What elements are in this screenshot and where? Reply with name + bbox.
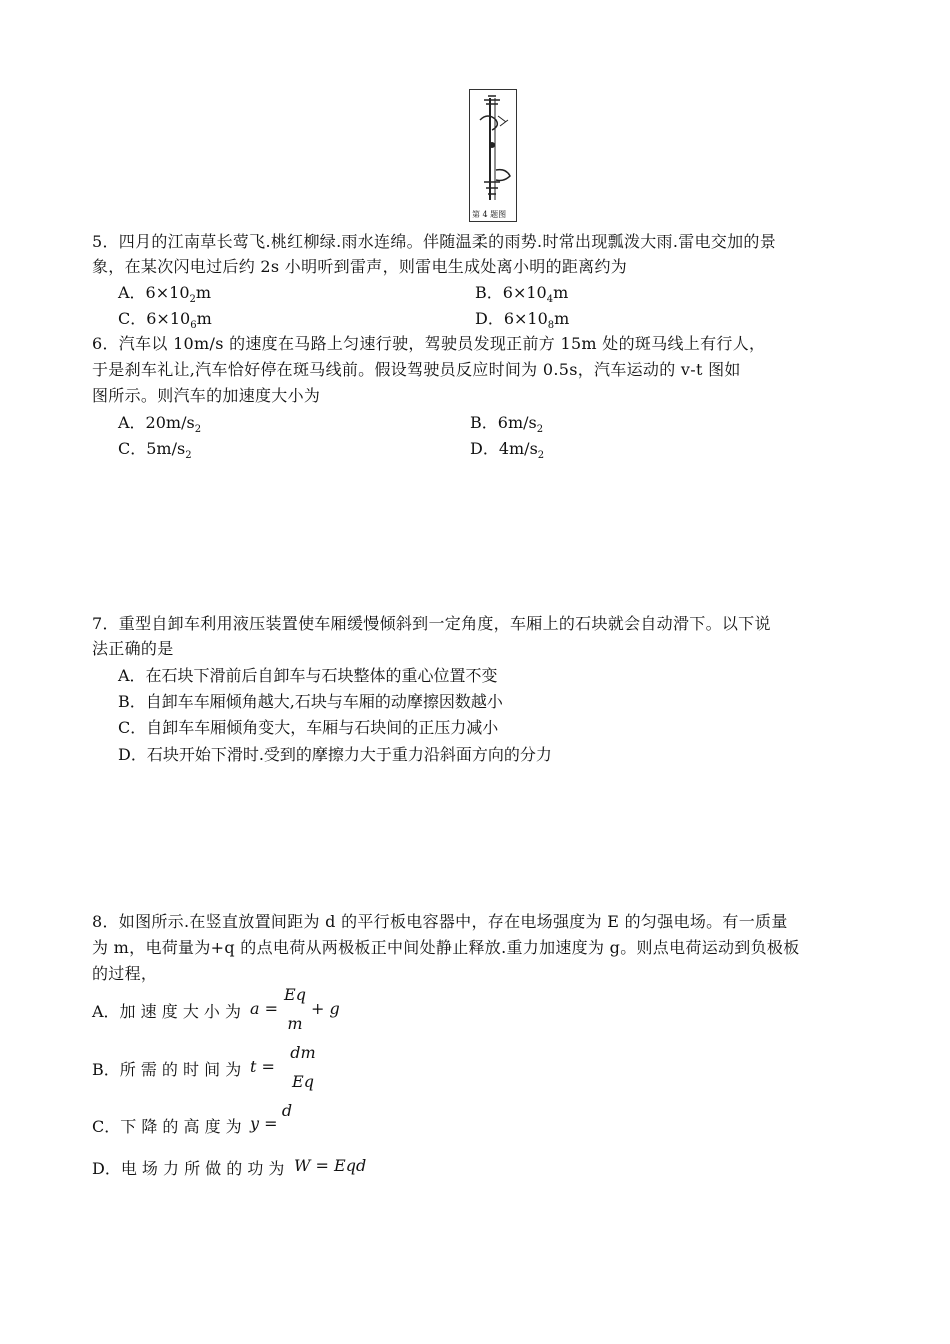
q6-option-a: A．$20m/s_2$ [118,413,202,436]
q5-option-d: D．$6\times 10_8m$ [475,309,570,332]
q8-option-d-label: D．电 场 力 所 做 的 功 为 [92,1159,285,1178]
q6-stem-line2: 于是刹车礼让,汽车恰好停在斑马线前。假设驾驶员反应时间为 0.5s，汽车运动的 v-t 图如 [92,360,741,379]
q8-option-b-numerator: dm [290,1043,316,1062]
question-figure [469,89,517,222]
q8-stem-line1: 8．如图所示.在竖直放置间距为 d 的平行板电容器中，存在电场强度为 E 的匀强电场。有一质量 [92,912,788,931]
q8-option-a-tail: + g [311,999,340,1018]
q7-option-a: A．在石块下滑前后自卸车与石块整体的重心位置不变 [118,666,498,685]
figure-caption: 第 4 题图 [472,210,507,219]
q7-option-c: C．自卸车车厢倾角变大，车厢与石块间的正压力减小 [118,718,499,737]
q7-option-b: B．自卸车车厢倾角越大,石块与车厢的动摩擦因数越小 [118,692,503,711]
q8-stem-line2: 为 m，电荷量为+q 的点电荷从两极板正中间处静止释放.重力加速度为 g。则点电荷运动到负极板 [92,938,800,957]
q8-option-b-denominator: Eq [292,1072,314,1091]
q7-stem-line2: 法正确的是 [92,639,174,658]
q6-stem-line1: 6．汽车以 10m/s 的速度在马路上匀速行驶，驾驶员发现正前方 15m 处的斑马线上有行人， [92,334,766,353]
q6-option-d: D．$4m/s_2$ [470,439,545,462]
q8-option-a-label: A．加 速 度 大 小 为 [92,1002,241,1021]
q8-option-a-lhs: a = [250,999,279,1018]
q8-stem-line3: 的过程， [92,964,158,983]
q7-stem-line1: 7．重型自卸车利用液压装置使车厢缓慢倾斜到一定角度，车厢上的石块就会自动滑下。以下说 [92,614,771,633]
q5-stem-line2: 象，在某次闪电过后约 2s 小明听到雷声，则雷电生成处离小明的距离约为 [92,257,628,276]
q5-option-a: A．$6\times 10_2m$ [118,283,212,306]
q8-option-c-lhs: y = [250,1114,278,1133]
q7-option-d: D．石块开始下滑时.受到的摩擦力大于重力沿斜面方向的分力 [118,745,552,764]
q8-option-b-label: B．所 需 的 时 间 为 [92,1060,242,1079]
q8-option-a-denominator: m [287,1014,303,1033]
q6-option-b: B．$6m/s_2$ [470,413,544,436]
q6-option-c: C．$5m/s_2$ [118,439,192,462]
q8-option-b-lhs: t = [250,1057,275,1076]
q5-option-c: C．$6\times 10_6m$ [118,309,212,332]
q8-option-c-numerator: d [281,1101,293,1120]
figure-illustration-icon [470,90,516,208]
q8-option-d-expression: W = Eqd [294,1156,367,1175]
q8-option-c-label: C．下 降 的 高 度 为 [92,1117,242,1136]
q8-option-a-numerator: Eq [284,985,306,1004]
q5-option-b: B．$6\times 10_4m$ [475,283,569,306]
q6-stem-line3: 图所示。则汽车的加速度大小为 [92,386,321,405]
q5-stem-line1: 5．四月的江南草长莺飞.桃红柳绿.雨水连绵。伴随温柔的雨势.时常出现瓢泼大雨.雷电交加的景 [92,232,777,251]
